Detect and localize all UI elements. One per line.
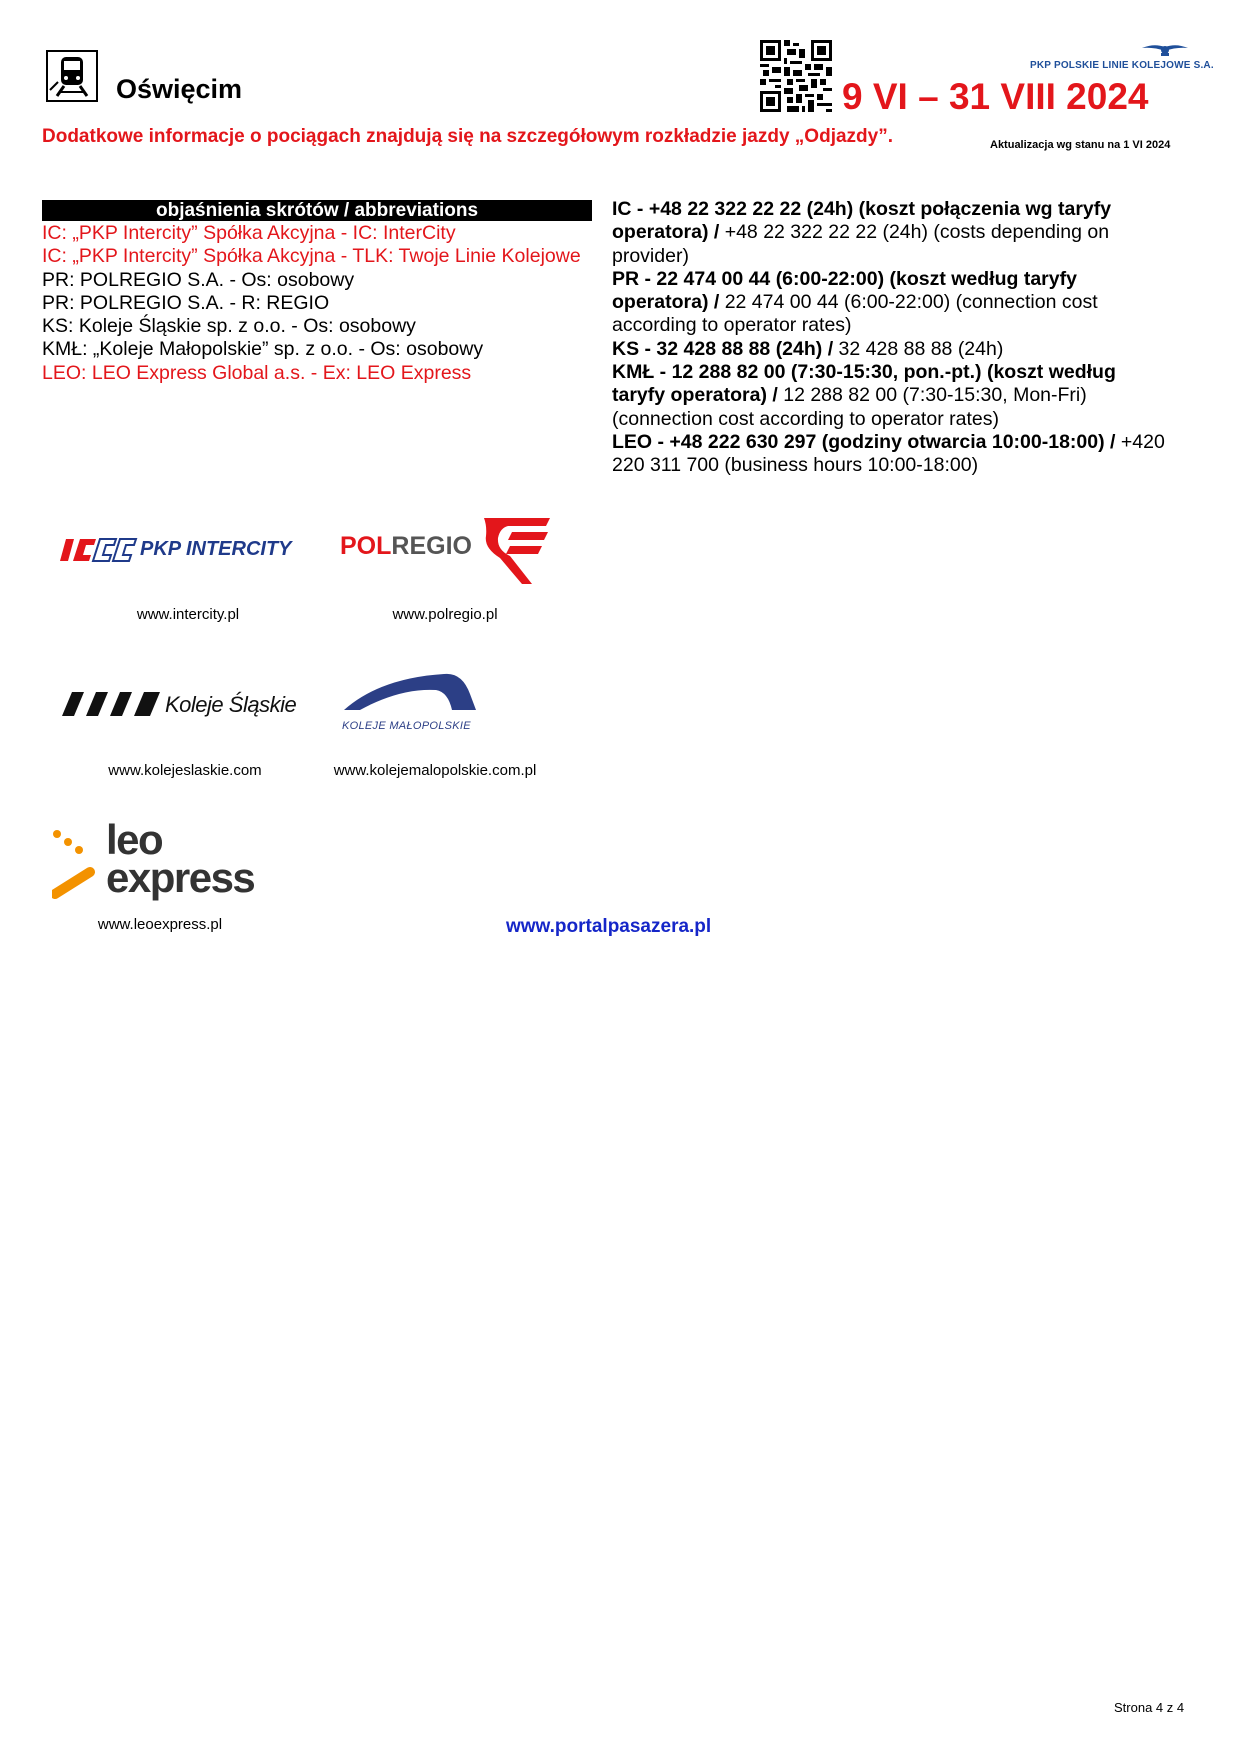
intercity-logo[interactable] — [60, 530, 310, 570]
contact-pr: PR - 22 474 00 44 (6:00-22:00) (koszt według taryfy operatora) / 22 474 00 44 (6:00-22:00) (connection cost according to operator rates) — [612, 267, 1098, 337]
kolejeslaskie-logo-text: Koleje Śląskie — [165, 692, 297, 717]
station-name: Oświęcim — [116, 74, 243, 104]
contact-leo: LEO - +48 222 630 297 (godziny otwarcia 10:00-18:00) / +420 220 311 700 (business hours 10:00-18:00) — [612, 430, 1165, 477]
timetable-notice: Dodatkowe informacje o pociągach znajdują się na szczegółowym rozkładzie jazdy „Odjazdy”. — [42, 126, 893, 147]
abbreviations-title: objaśnienia skrótów / abbreviations — [42, 200, 592, 221]
abbreviation-item: PR: POLREGIO S.A. - Os: osobowy — [42, 268, 355, 291]
portal-pasazera-link[interactable]: www.portalpasazera.pl — [506, 916, 712, 937]
leoexpress-url[interactable]: www.leoexpress.pl — [97, 916, 223, 933]
polregio-logo-pol: POL — [340, 532, 392, 560]
contact-kml: KMŁ - 12 288 82 00 (7:30-15:30, pon.-pt.) (koszt według taryfy operatora) / 12 288 82 00 (7:30-15:30, Mon-Fri) (connection cost according to operator rates) — [612, 361, 1116, 430]
abbreviation-item: KS: Koleje Śląskie sp. z o.o. - Os: osobowy — [42, 315, 416, 338]
kolejemalopolskie-url[interactable]: www.kolejemalopolskie.com.pl — [333, 762, 537, 779]
contact-ks: KS - 32 428 88 88 (24h) / 32 428 88 88 (24h) — [612, 337, 1004, 360]
qr-code-icon[interactable] — [760, 40, 832, 112]
abbreviations-list — [42, 222, 602, 385]
update-date: Aktualizacja wg stanu na 1 VI 2024 — [990, 139, 1171, 151]
contacts-list — [612, 198, 1172, 478]
abbreviation-item: PR: POLREGIO S.A. - R: REGIO — [42, 291, 330, 314]
validity-period: 9 VI – 31 VIII 2024 — [842, 76, 1149, 117]
leoexpress-logo[interactable] — [52, 816, 272, 908]
kolejemalopolskie-logo-text: KOLEJE MAŁOPOLSKIE — [342, 720, 471, 732]
kolejeslaskie-logo[interactable] — [62, 684, 312, 724]
abbreviation-item: IC: „PKP Intercity” Spółka Akcyjna - TLK: Twoje Linie Kolejowe — [42, 245, 581, 268]
polregio-logo-regio: REGIO — [391, 532, 472, 560]
polregio-url[interactable]: www.polregio.pl — [392, 606, 498, 623]
intercity-logo-text: PKP INTERCITY — [140, 538, 292, 560]
contact-ic: IC - +48 22 322 22 22 (24h) (koszt połączenia wg taryfy operatora) / +48 22 322 22 22 (24h) (costs depending on provider) — [612, 198, 1112, 267]
train-icon — [46, 50, 98, 102]
kolejeslaskie-url[interactable]: www.kolejeslaskie.com — [108, 762, 262, 779]
leoexpress-logo-leo: leo — [106, 816, 163, 863]
abbreviation-item: IC: „PKP Intercity” Spółka Akcyjna - IC: InterCity — [42, 222, 456, 244]
plk-name: PKP POLSKIE LINIE KOLEJOWE S.A. — [1030, 60, 1214, 71]
intercity-url[interactable]: www.intercity.pl — [136, 606, 240, 623]
plk-logo — [1030, 42, 1214, 71]
leoexpress-logo-express: express — [106, 854, 255, 901]
kolejemalopolskie-logo[interactable] — [340, 670, 490, 736]
polregio-logo[interactable] — [340, 516, 550, 586]
abbreviation-item: KMŁ: „Koleje Małopolskie” sp. z o.o. - Os: osobowy — [42, 338, 484, 361]
abbreviation-item: LEO: LEO Express Global a.s. - Ex: LEO Express — [42, 361, 472, 384]
page-number: Strona 4 z 4 — [1114, 1700, 1185, 1715]
